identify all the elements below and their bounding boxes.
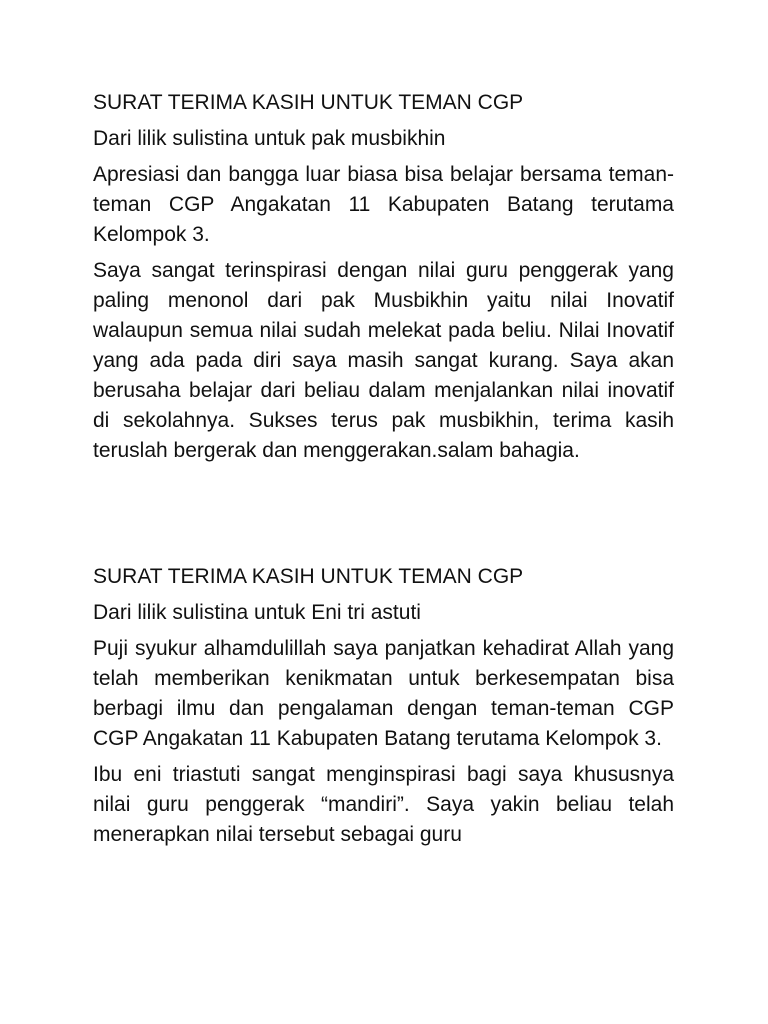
letter-sender-line: Dari lilik sulistina untuk pak musbikhin [93, 127, 446, 150]
letter-sender-line: Dari lilik sulistina untuk Eni tri astuti [93, 601, 421, 624]
letter-paragraph: Apresiasi dan bangga luar biasa bisa belajar bersama teman-teman CGP Angakatan 11 Kabupaten Batang terutama Kelompok 3. [93, 163, 674, 246]
letter-1 [93, 88, 674, 466]
letter-paragraph: Puji syukur alhamdulillah saya panjatkan kehadirat Allah yang telah memberikan kenikmatan untuk berkesempatan bisa berbagi ilmu dan pengalaman dengan teman-teman CGP CGP Angakatan 11 Kabupaten Batang terutama Kelompok 3. [93, 637, 674, 750]
letter-heading: SURAT TERIMA KASIH UNTUK TEMAN CGP [93, 91, 524, 114]
letter-paragraph: Ibu eni triastuti sangat menginspirasi bagi saya khususnya nilai guru penggerak “mandiri”. Saya yakin beliau telah menerapkan nilai tersebut sebagai guru [93, 763, 674, 846]
document-body [93, 88, 674, 846]
letter-paragraph: Saya sangat terinspirasi dengan nilai guru penggerak yang paling menonol dari pak Musbikhin yaitu nilai Inovatif walaupun semua nilai sudah melekat pada beliu. Nilai Inovatif yang ada pada diri saya masih sangat kurang. Saya akan berusaha belajar dari beliau dalam menjalankan nilai inovatif di sekolahnya. Sukses terus pak musbikhin, terima kasih teruslah bergerak dan menggerakan.salam bahagia. [93, 259, 674, 462]
letter-heading: SURAT TERIMA KASIH UNTUK TEMAN CGP [93, 565, 524, 588]
letter-2 [93, 562, 674, 856]
